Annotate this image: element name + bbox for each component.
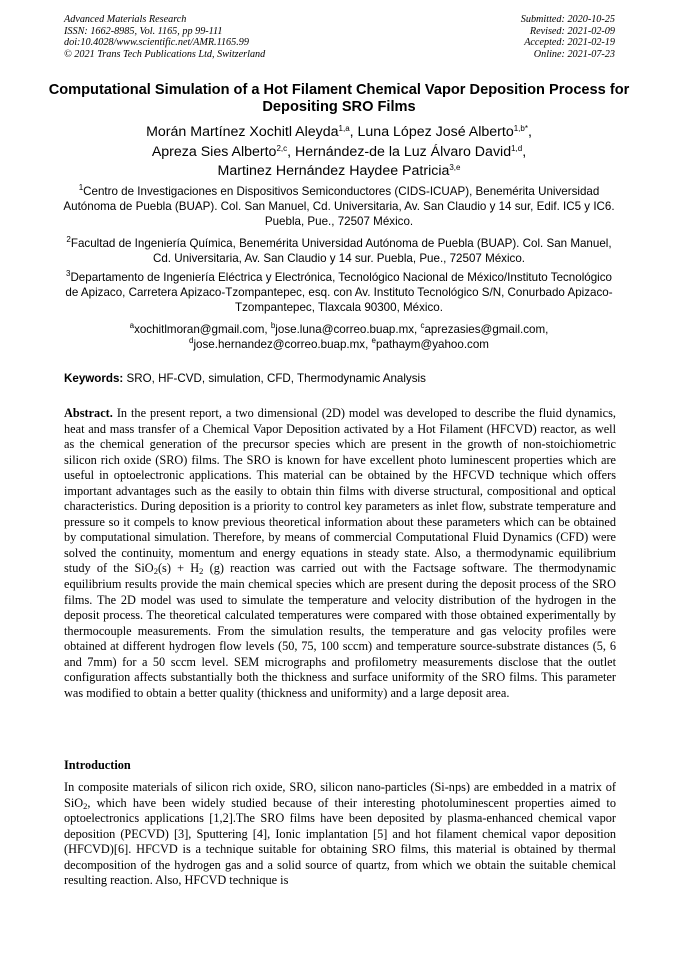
subscript: 2	[83, 800, 88, 811]
affiliation-number: 1	[78, 183, 84, 192]
keywords-label: Keywords:	[64, 372, 124, 385]
affiliation-2	[60, 236, 618, 266]
abstract-text: In the present report, a two dimensional (2D) model was developed to describe the fluid dynamics, heat and mass transfer of a Chemical Vapor Deposition activated by a Hot Filament (HFCVD) reactor, as well as the chemical generation of the precursor species which are present in the growth of non-stoichiometric silicon rich oxide (SRO) films. The SRO is known for have excellent photo luminescent properties which are useful in optoelectronic applications. This material can be obtained by the HFCVD technique which offers important advantages such as the easily to obtain thin films with diverse structural, compositional and optical characteristics. During deposition is a priority to control key parameters as inlet flow, substrate temperature and pressure so it compels to know previous theoretical information about these parameters which can be obtained by computational simulation. Therefore, by means of commercial Computational Fluid Dynamics (CFD) were solved the continuity, momentum and energy equations in steady state. Also, a thermodynamic equilibrium study of the SiO	[64, 406, 617, 576]
publication-info	[64, 14, 265, 60]
abstract	[64, 406, 616, 701]
email-link[interactable]: jose.luna@correo.buap.mx,	[275, 323, 418, 336]
author-affiliation-mark: 1,b*	[513, 124, 528, 133]
email-link[interactable]: aprezasies@gmail.com,	[424, 323, 549, 336]
author-name: Morán Martínez Xochitl Aleyda	[146, 124, 339, 140]
affiliation-1	[60, 184, 618, 230]
affiliation-text: Departamento de Ingeniería Eléctrica y Electrónica, Tecnológico Nacional de México/Instituto Tecnológico de Apizaco, Carretera Apizaco-Tzompantepec, esq. con Av. Instituto Tecnológico S/N, Conurbado Apizaco-Tzompantepec, Tlaxcala 90300, México.	[65, 271, 613, 315]
doi-line: doi:10.4028/www.scientific.net/AMR.1165.99	[64, 37, 249, 49]
email-mark: a	[129, 321, 135, 330]
email-link[interactable]: jose.hernandez@correo.buap.mx,	[193, 338, 369, 352]
issn-line: ISSN: 1662-8985, Vol. 1165, pp 99-111	[64, 25, 223, 37]
section-heading-introduction: Introduction	[64, 758, 131, 772]
subscript: 2	[153, 566, 158, 577]
abstract-text: (g) reaction was carried out with the Factsage software. The thermodynamic equilibrium results provide the main chemical species which are present during the deposit process of the SRO films. The 2D model was used to simulate the temperature and velocity distribution of the hydrogen in the deposit process. The theoretical calculated temperatures were compared with those obtained experimentally by thermocouple measurements. From the simulation results, the temperature and gas velocity profiles were obtained at different hydrogen flow levels (50, 75, 100 sccm) and temperature source-substrate distances (5, 6 and 7mm) for a 50 sccm level. SEM micrographs and profilometry measurements disclose that the outlet configuration affects substantially both the thickness and surface uniformity of the SRO films. This parameter was modified to obtain a better quality (thickness and uniformity) and a large deposit area.	[64, 561, 616, 700]
body-text: In composite materials of silicon rich oxide, SRO, silicon nano-particles (Si-nps) are embedded in a matrix of SiO	[64, 780, 616, 810]
submitted-date: Submitted: 2020-10-25	[520, 14, 615, 25]
author-name: Hernández-de la Luz Álvaro David	[295, 143, 512, 160]
revised-date: Revised: 2021-02-09	[529, 25, 615, 37]
affiliation-number: 3	[65, 269, 71, 278]
affiliation-text: Facultad de Ingeniería Química, Benemérita Universidad Autónoma de Puebla (BUAP). Col. San Manuel, Cd. Universitaria, Av. San Claudio y 14 sur. Puebla, Pue., 72507 México.	[70, 237, 612, 266]
accepted-date: Accepted: 2021-02-19	[524, 37, 615, 49]
email-link[interactable]: xochitlmoran@gmail.com,	[134, 323, 268, 336]
author-name: Luna López José Alberto	[357, 124, 514, 140]
email-list	[60, 322, 618, 353]
copyright-line: © 2021 Trans Tech Publications Ltd, Switzerland	[64, 48, 266, 60]
online-date: Online: 2021-07-23	[533, 48, 615, 60]
author-affiliation-mark: 1,d	[511, 143, 523, 153]
journal-name: Advanced Materials Research	[64, 14, 187, 25]
keywords-text: SRO, HF-CVD, simulation, CFD, Thermodynamic Analysis	[126, 372, 426, 385]
author-list: Morán Martínez Xochitl Aleyda$^{1,a}$, Luna López José Alberto$^{1,b*}$, Apreza Sies Alberto$^{2,c}$, Hernández-de la Luz Álvaro David$^{1,d}$, Martinez Hernández Haydee Patricia$^{3,e}$	[146, 124, 532, 180]
author-affiliation-mark: 2,c	[276, 143, 288, 153]
email-link[interactable]: pathaym@yahoo.com	[376, 338, 489, 352]
author-name: Martinez Hernández Haydee Patricia	[217, 163, 450, 180]
author-affiliation-mark: 3,e	[449, 163, 461, 173]
body-text: , which have been widely studied because of their interesting photoluminescent properties aimed to optoelectronics applications [1,2].The SRO films have been deposited by plasma-enhanced chemical vapor deposition (PECVD) [3], Sputtering [4], Ionic implantation [5] and hot filament chemical vapor deposition (HFCVD)[6]. HFCVD is a technique suitable for obtaining SRO films, this material is obtained by thermal decomposition of the hydrogen gas and a solid source of quartz, from which we obtain the suitable chemical resulting reaction. Also, HFCVD technique is	[64, 795, 616, 888]
email-mark: e	[371, 336, 376, 346]
abstract-text: (s) + H	[157, 561, 200, 576]
abstract-label: Abstract.	[64, 406, 113, 420]
email-mark: c	[420, 321, 425, 330]
email-mark: d	[189, 336, 194, 346]
affiliation-number: 2	[66, 235, 71, 244]
publication-dates	[521, 14, 615, 60]
introduction-text	[64, 780, 616, 889]
author-affiliation-mark: 1,a	[338, 124, 350, 133]
subscript: 2	[199, 566, 204, 577]
paper-title: Computational Simulation of a Hot Filament Chemical Vapor Deposition Process for Depositing SRO Films	[48, 82, 630, 115]
keywords	[64, 372, 616, 386]
affiliation-3	[60, 270, 618, 316]
email-mark: b	[270, 321, 276, 330]
affiliation-text: Centro de Investigaciones en Dispositivos Semiconductores (CIDS-ICUAP), Benemérita Universidad Autónoma de Puebla (BUAP). Col. San Manuel, Cd. Universitaria, Av. San Claudio y 14 sur, Edif. IC5 y IC6. Puebla, Pue., 72507 México.	[63, 185, 615, 229]
author-name: Apreza Sies Alberto	[151, 143, 277, 160]
